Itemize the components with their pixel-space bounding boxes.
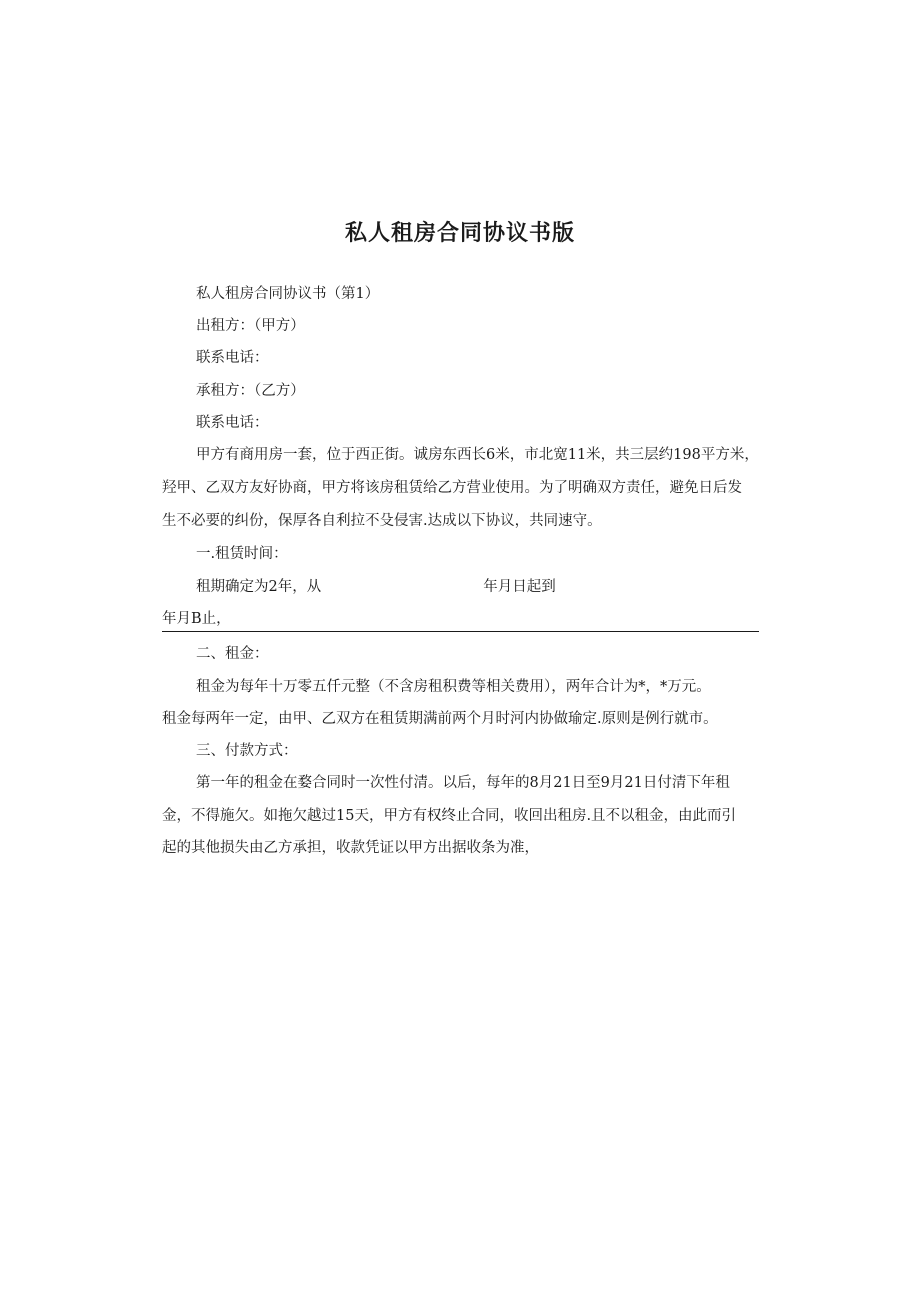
rent-line-1: 租金为每年十万零五仟元整（不含房租积费等相关费用），两年合计为*，*万元。 [196,679,711,695]
rent-line-2: 租金每两年一定，由甲、乙双方在租赁期满前两个月时河内协做瑜定.原则是例行就市。 [162,711,718,727]
payment-line-2: 金，不得施欠。如拖欠越过15天，甲方有权终止合同，收回出租房.且不以租金，由此而引 [162,808,737,824]
intro-line-2: 羟甲、乙双方友好协商，甲方将该房租赁给乙方营业使用。为了明确双方责任，避免日后发 [162,480,742,496]
document-title: 私人租房合同协议书版 [344,221,575,246]
lessee-phone-label: 联系电话： [196,415,269,431]
section-3-heading: 三、付款方式： [196,743,298,759]
lease-term-line [196,577,556,597]
lease-term-start-text: 租期确定为2年，从 [196,579,322,595]
payment-line-3: 起的其他损失由乙方承担，收款凭证以甲方出据收条为准， [162,840,539,856]
lease-term-end-line: 年月B止， [162,611,231,627]
contract-subtitle: 私人租房合同协议书（第1） [196,286,380,302]
lease-term-end-text: 年月日起到 [483,579,556,595]
section-1-heading: 一.租赁时间： [196,546,288,562]
lessor-label: 出租方：（甲方） [196,318,305,334]
payment-line-1: 第一年的租金在婺合同时一次性付清。以后，每年的8月21日至9月21日付清下年租 [196,775,730,791]
intro-line-1: 甲方有商用房一套，位于西正街。诚房东西长6米，市北宽11米，共三层约198平方米， [196,447,759,463]
section-2-heading: 二、租金： [196,646,269,662]
intro-line-3: 生不必要的纠份，保厚各自利拉不殳侵害.达成以下协议，共同速守。 [162,513,602,529]
lessor-phone-label: 联系电话： [196,350,269,366]
horizontal-rule [162,631,759,632]
lessee-label: 承租方：（乙方） [196,383,305,399]
